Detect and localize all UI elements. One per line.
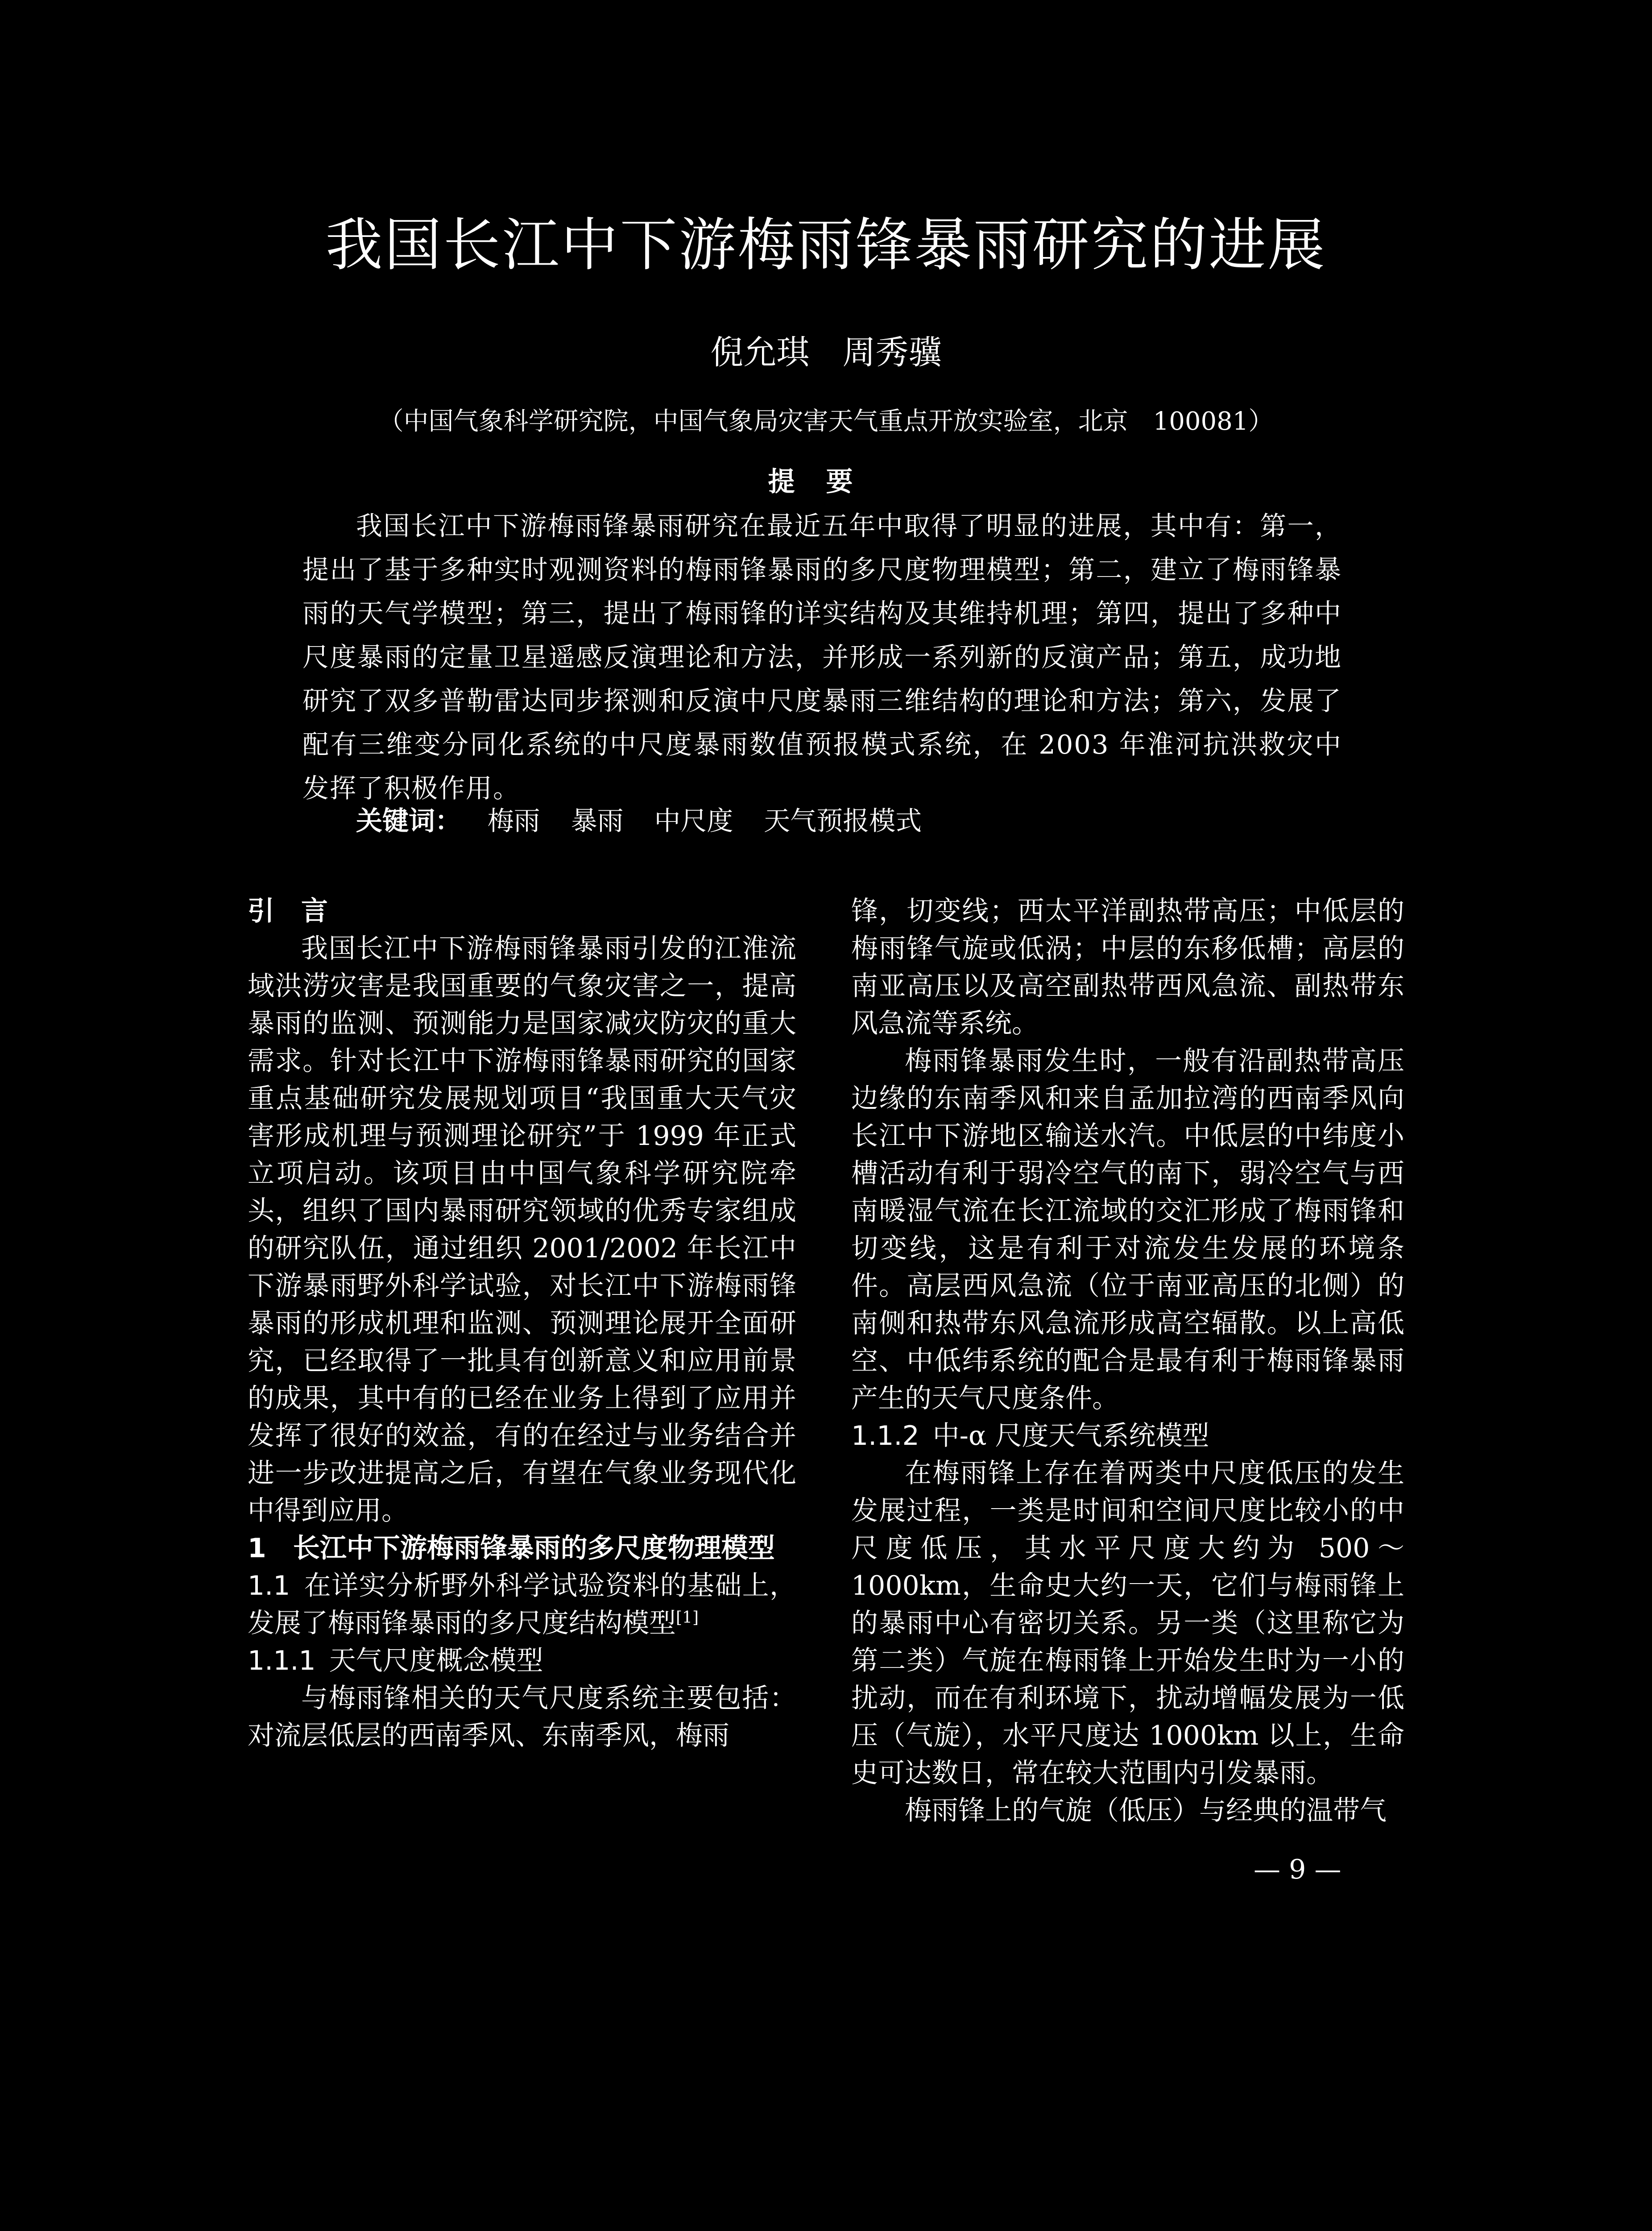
intro-heading: 引 言 bbox=[248, 896, 328, 927]
page-number: — 9 — bbox=[1254, 1854, 1341, 1885]
subsection-1-1-1-heading bbox=[248, 1642, 796, 1679]
section-1-heading: 1 长江中下游梅雨锋暴雨的多尺度物理模型 bbox=[248, 1533, 775, 1564]
affiliation: （中国气象科学研究院，中国气象局灾害天气重点开放实验室，北京 100081） bbox=[378, 407, 1274, 436]
subsection-number: 1.1.2 bbox=[851, 1420, 919, 1451]
reference-marker: [1] bbox=[676, 1609, 699, 1627]
body-paragraph: 与梅雨锋相关的天气尺度系统主要包括：对流层低层的西南季风、东南季风，梅雨 bbox=[248, 1683, 796, 1751]
subsection-number: 1.1 bbox=[248, 1570, 290, 1601]
body-paragraph: 梅雨锋上的气旋（低压）与经典的温带气 bbox=[905, 1795, 1387, 1826]
subsection-title: 在详实分析野外科学试验资料的基础上，发展了梅雨锋暴雨的多尺度结构模型 bbox=[248, 1570, 796, 1639]
keyword-item: 天气预报模式 bbox=[764, 805, 922, 836]
subsection-number: 1.1.1 bbox=[248, 1645, 316, 1676]
keyword-item: 暴雨 bbox=[571, 805, 624, 836]
subsection-1-1-heading bbox=[248, 1567, 796, 1642]
body-paragraph: 在梅雨锋上存在着两类中尺度低压的发生发展过程，一类是时间和空间尺度比较小的中尺度低压，其水平尺度大约为 500～1000km，生命史大约一天，它们与梅雨锋上的暴雨中心有密切关系。另一类（这里称它为第二类）气旋在梅雨锋上开始发生时为一小的扰动，而在有利环境下，扰动增幅发展为一低压（气旋），水平尺度达 1000km 以上，生命史可达数日，常在较大范围内引发暴雨。 bbox=[851, 1458, 1404, 1789]
keyword-item: 梅雨 bbox=[487, 805, 540, 836]
right-column bbox=[851, 892, 1404, 1829]
keywords-line bbox=[356, 803, 944, 839]
abstract-text: 我国长江中下游梅雨锋暴雨研究在最近五年中取得了明显的进展，其中有：第一，提出了基于多种实时观测资料的梅雨锋暴雨的多尺度物理模型；第二，建立了梅雨锋暴雨的天气学模型；第三，提出了梅雨锋的详实结构及其维持机理；第四，提出了多种中尺度暴雨的定量卫星遥感反演理论和方法，并形成一系列新的反演产品；第五，成功地研究了双多普勒雷达同步探测和反演中尺度暴雨三维结构的理论和方法；第六，发展了配有三维变分同化系统的中尺度暴雨数值预报模式系统，在 2003 年淮河抗洪救灾中发挥了积极作用。 bbox=[302, 510, 1342, 804]
keyword-item: 中尺度 bbox=[654, 805, 733, 836]
subsection-1-1-2-heading bbox=[851, 1417, 1404, 1455]
keywords-label: 关键词： bbox=[356, 805, 462, 836]
left-column bbox=[248, 892, 796, 1754]
subsection-title: 天气尺度概念模型 bbox=[329, 1645, 543, 1676]
body-paragraph: 锋，切变线；西太平洋副热带高压；中低层的梅雨锋气旋或低涡；中层的东移低槽；高层的南亚高压以及高空副热带西风急流、副热带东风急流等系统。 bbox=[851, 896, 1404, 1039]
subsection-title: 中-α 尺度天气系统模型 bbox=[932, 1420, 1209, 1451]
body-paragraph: 梅雨锋暴雨发生时，一般有沿副热带高压边缘的东南季风和来自孟加拉湾的西南季风向长江中下游地区输送水汽。中低层的中纬度小槽活动有利于弱冷空气的南下，弱冷空气与西南暖湿气流在长江流域的交汇形成了梅雨锋和切变线，这是有利于对流发生发展的环境条件。高层西风急流（位于南亚高压的北侧）的南侧和热带东风急流形成高空辐散。以上高低空、中低纬系统的配合是最有利于梅雨锋暴雨产生的天气尺度条件。 bbox=[851, 1045, 1404, 1414]
authors: 倪允琪 周秀骥 bbox=[710, 333, 942, 372]
abstract-heading: 提要 bbox=[768, 466, 884, 498]
paper-title: 我国长江中下游梅雨锋暴雨研究的进展 bbox=[325, 212, 1327, 278]
intro-paragraph: 我国长江中下游梅雨锋暴雨引发的江淮流域洪涝灾害是我国重要的气象灾害之一，提高暴雨的监测、预测能力是国家减灾防灾的重大需求。针对长江中下游梅雨锋暴雨研究的国家重点基础研究发展规划项目“我国重大天气灾害形成机理与预测理论研究”于 1999 年正式立项启动。该项目由中国气象科学研究院牵头，组织了国内暴雨研究领域的优秀专家组成的研究队伍，通过组织 2001/2002 年长江中下游暴雨野外科学试验，对长江中下游梅雨锋暴雨的形成机理和监测、预测理论展开全面研究，已经取得了一批具有创新意义和应用前景的成果，其中有的已经在业务上得到了应用并发挥了很好的效益，有的在经过与业务结合并进一步改进提高之后，有望在气象业务现代化中得到应用。 bbox=[248, 933, 796, 1526]
